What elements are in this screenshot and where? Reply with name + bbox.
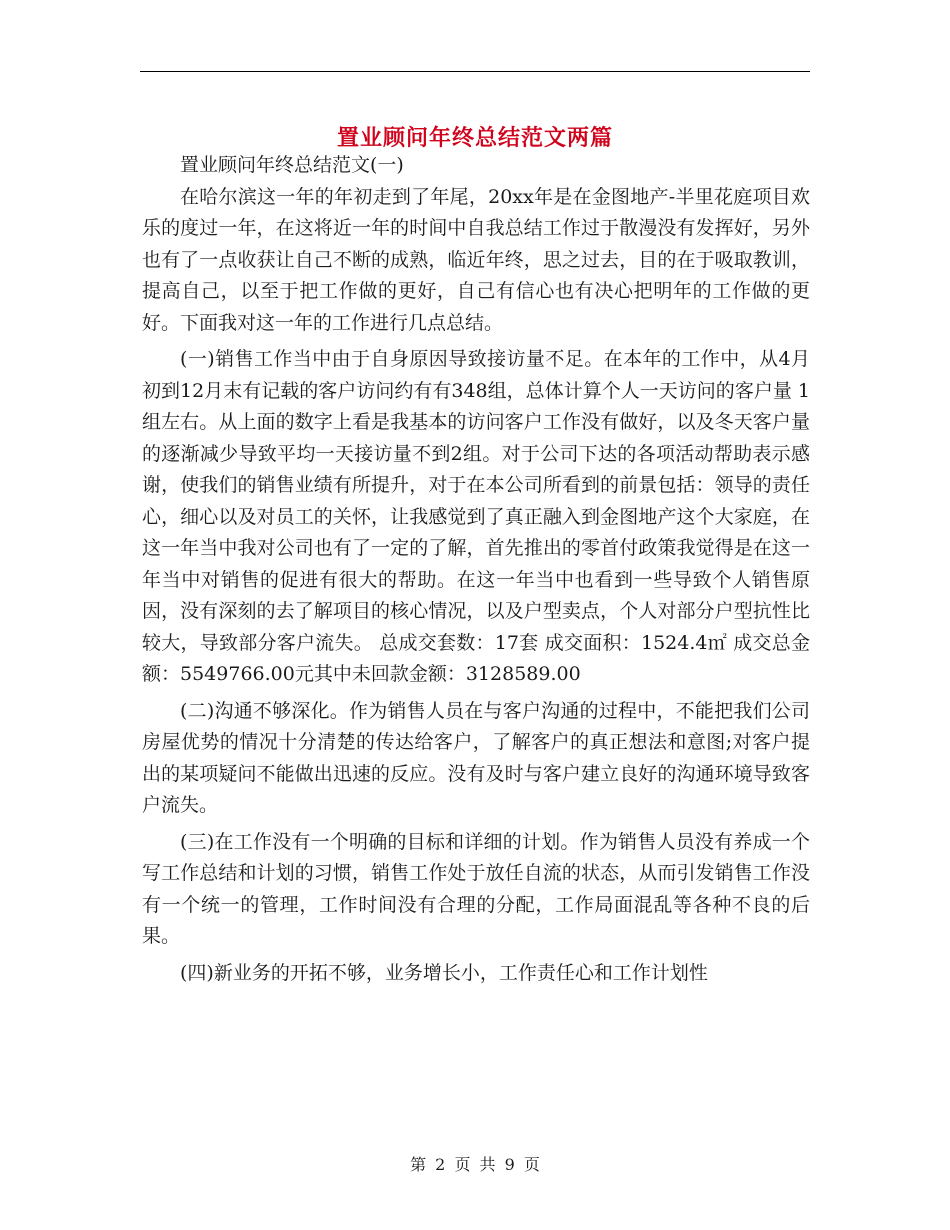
document-title: 置业顾问年终总结范文两篇 — [336, 125, 613, 151]
document-body — [142, 150, 810, 989]
section-heading: 置业顾问年终总结范文(一) — [180, 154, 404, 176]
header-rule — [140, 71, 810, 72]
paragraph-sales: (一)销售工作当中由于自身原因导致接访量不足。在本年的工作中，从4月初到12月末有记载的客户访问约有有348组，总体计算个人一天访问的客户量 1 组左右。从上面的数字上看是我基本的访问客户工作没有做好，以及冬天客户量的逐渐减少导致平均一天接访量不到2组。对于公司下达的各项活动帮助表示感谢，使我们的销售业绩有所提升，对于在本公司所看到的前景包括：领导的责任心，细心以及对员工的关怀，让我感觉到了真正融入到金图地产这个大家庭，在这一年当中我对公司也有了一定的了解，首先推出的零首付政策我觉得是在这一年当中对销售的促进有很大的帮助。在这一年当中也看到一些导致个人销售原因，没有深刻的去了解项目的核心情况，以及户型卖点，个人对部分户型抗性比较大，导致部分客户流失。 总成交套数：17套 成交面积：1524.4㎡ 成交总金额：5549766.00元其中未回款金额：3128589.00 — [142, 348, 810, 685]
paragraph-communication: (二)沟通不够深化。作为销售人员在与客户沟通的过程中，不能把我们公司房屋优势的情况十分清楚的传达给客户，了解客户的真正想法和意图;对客户提出的某项疑问不能做出迅速的反应。没有及时与客户建立良好的沟通环境导致客户流失。 — [142, 699, 810, 816]
paragraph-planning: (三)在工作没有一个明确的目标和详细的计划。作为销售人员没有养成一个写工作总结和计划的习惯，销售工作处于放任自流的状态，从而引发销售工作没有一个统一的管理，工作时间没有合理的分配，工作局面混乱等各种不良的后果。 — [142, 830, 810, 947]
intro-paragraph: 在哈尔滨这一年的年初走到了年尾，20xx年是在金图地产-半里花庭项目欢乐的度过一年，在这将近一年的时间中自我总结工作过于散漫没有发挥好，另外也有了一点收获让自己不断的成熟，临近年终，思之过去，目的在于吸取教训，提高自己，以至于把工作做的更好，自己有信心也有决心把明年的工作做的更好。下面我对这一年的工作进行几点总结。 — [142, 185, 810, 334]
page-footer: 第 2 页 共 9 页 — [410, 1155, 540, 1174]
paragraph-new-business: (四)新业务的开拓不够，业务增长小，工作责任心和工作计划性 — [180, 961, 708, 984]
